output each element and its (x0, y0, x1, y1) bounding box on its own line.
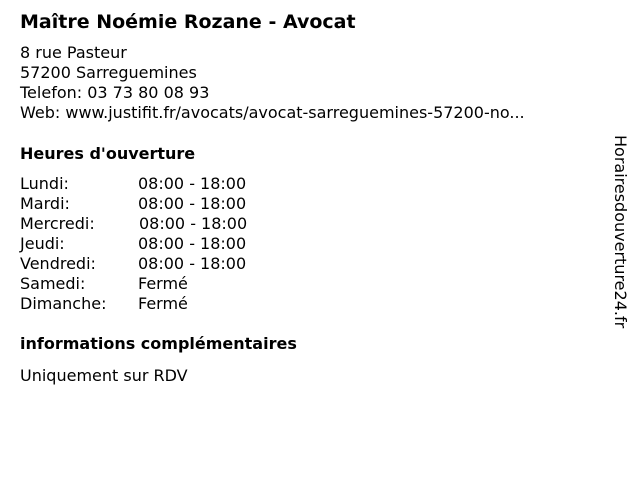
business-contact (20, 43, 525, 123)
day-label: Vendredi: (20, 254, 96, 273)
street-address: 8 rue Pasteur (20, 43, 127, 62)
additional-info-heading: informations complémentaires (20, 334, 297, 353)
site-watermark: Horairesdouverture24.fr (611, 135, 630, 329)
time-value: Fermé (138, 274, 188, 293)
time-value: 08:00 - 18:00 (138, 174, 247, 193)
city-postcode: 57200 Sarreguemines (20, 63, 197, 82)
day-label: Dimanche: (20, 294, 107, 313)
phone-number: Telefon: 03 73 80 08 93 (20, 83, 210, 102)
time-value: 08:00 - 18:00 (138, 254, 247, 273)
day-label: Jeudi: (20, 234, 65, 253)
day-label: Lundi: (20, 174, 69, 193)
time-value: Fermé (138, 294, 188, 313)
day-label: Samedi: (20, 274, 86, 293)
time-value: 08:00 - 18:00 (138, 194, 247, 213)
day-label: Mardi: (20, 194, 70, 213)
time-value: 08:00 - 18:00 (138, 234, 247, 253)
additional-info-text: Uniquement sur RDV (20, 366, 188, 385)
day-label: Mercredi: (20, 214, 95, 233)
business-name: Maître Noémie Rozane - Avocat (20, 11, 356, 33)
opening-hours-heading: Heures d'ouverture (20, 144, 196, 163)
website-link[interactable]: Web: www.justifit.fr/avocats/avocat-sarreguemines-57200-no... (20, 103, 525, 122)
time-value: 08:00 - 18:00 (139, 214, 248, 233)
